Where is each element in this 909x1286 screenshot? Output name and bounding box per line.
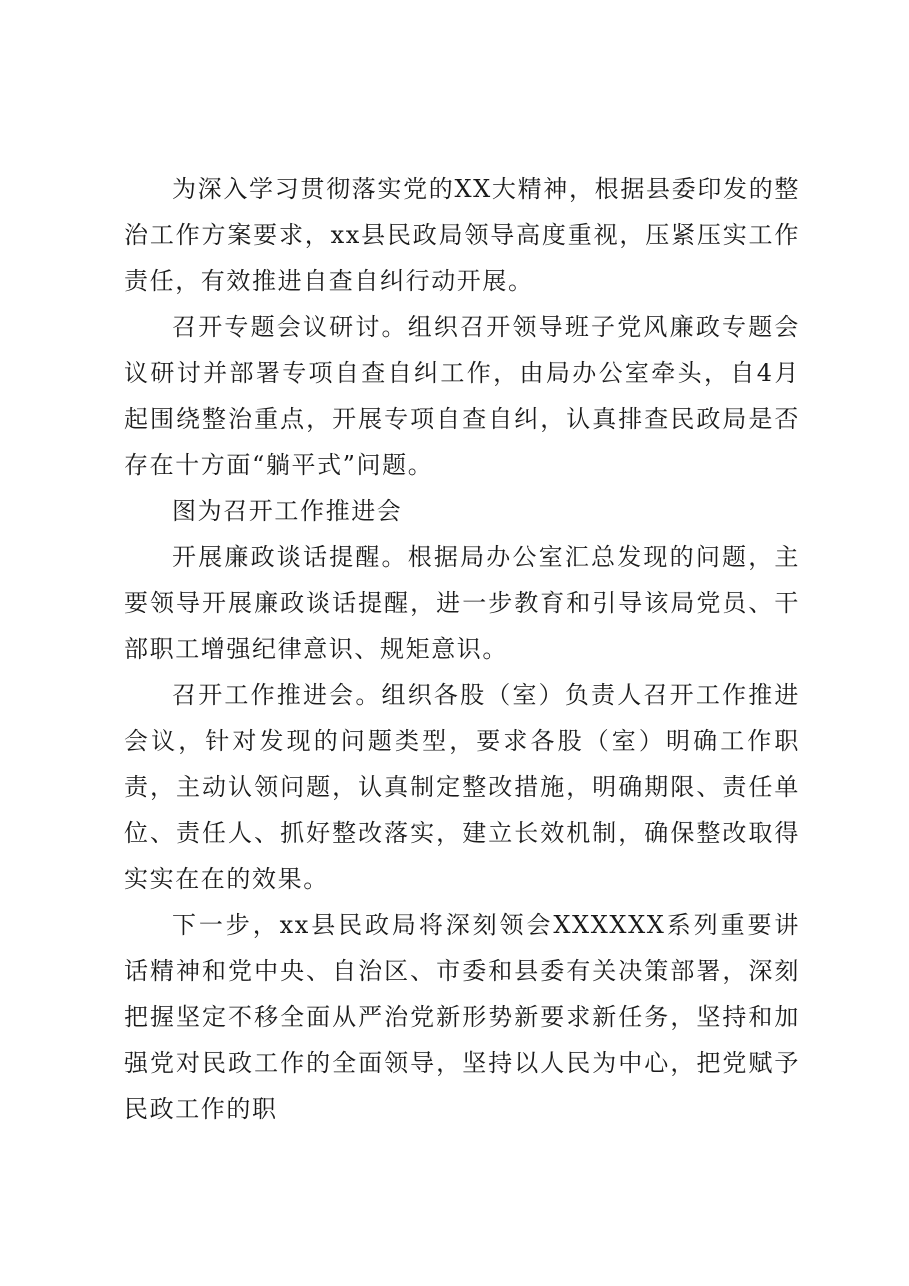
paragraph-progress-meeting: 召开工作推进会。组织各股（室）负责人召开工作推进会议，针对发现的问题类型，要求各股（室）明确工作职责，主动认领问题，认真制定整改措施，明确期限、责任单位、责任人、抓好整改落实，建立长效机制，确保整改取得实实在在的效果。 (124, 681, 800, 893)
document-body (124, 166, 800, 1132)
paragraph-integrity-talk: 开展廉政谈话提醒。根据局办公室汇总发现的问题，主要领导开展廉政谈话提醒，进一步教育和引导该局党员、干部职工增强纪律意识、规矩意识。 (124, 543, 800, 663)
paragraph-special-meeting: 召开专题会议研讨。组织召开领导班子党风廉政专题会议研讨并部署专项自查自纠工作，由局办公室牵头，自4月起围绕整治重点，开展专项自查自纠，认真排查民政局是否存在十方面“躺平式”问题。 (124, 313, 800, 479)
paragraph-next-step: 下一步，xx县民政局将深刻领会XXXXXX系列重要讲话精神和党中央、自治区、市委和县委有关决策部署，深刻把握坚定不移全面从严治党新形势新要求新任务，坚持和加强党对民政工作的全面领导，坚持以人民为中心，把党赋予民政工作的职 (124, 911, 800, 1123)
image-caption: 图为召开工作推进会 (172, 497, 403, 525)
paragraph-intro: 为深入学习贯彻落实党的XX大精神，根据县委印发的整治工作方案要求，xx县民政局领导高度重视，压紧压实工作责任，有效推进自查自纠行动开展。 (124, 175, 800, 295)
